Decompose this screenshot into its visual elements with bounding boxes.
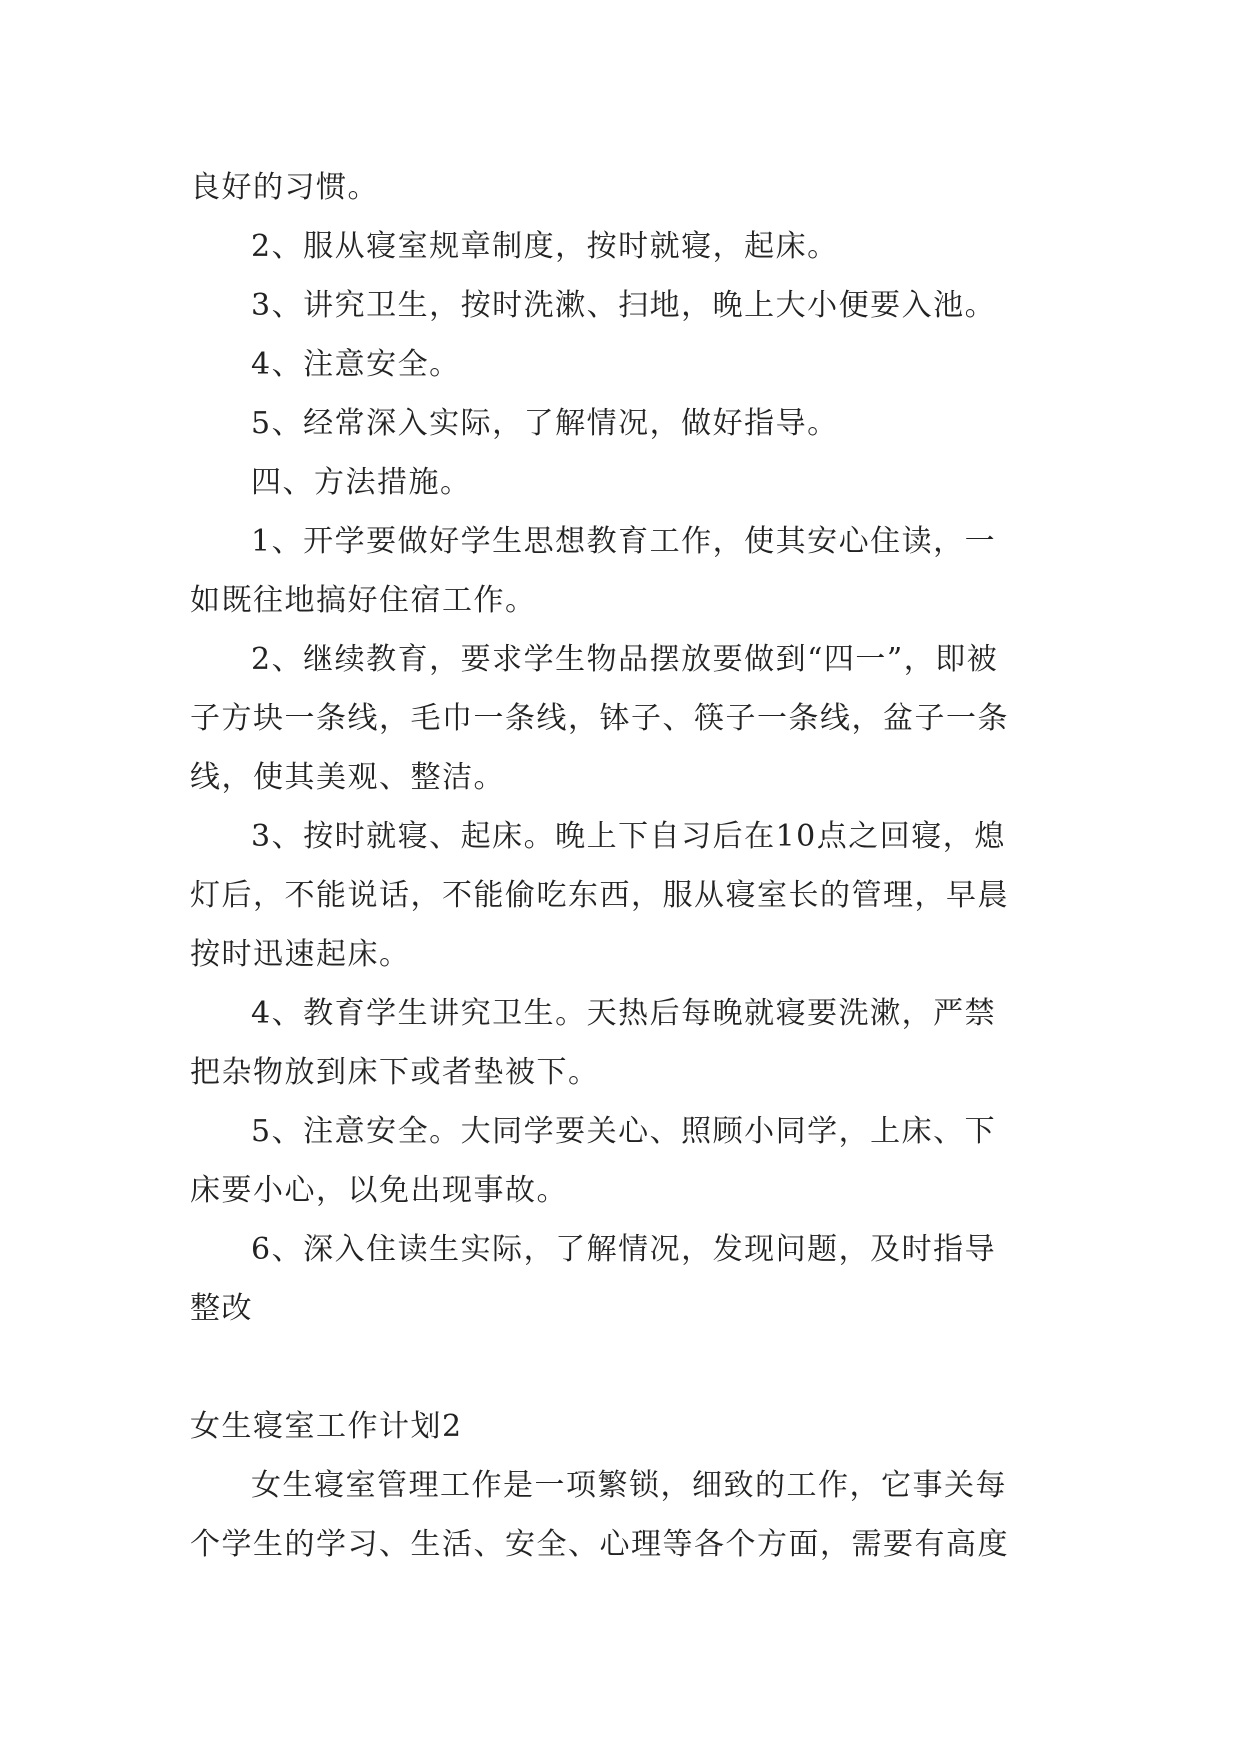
blank-line bbox=[190, 1338, 1058, 1397]
paragraph-line: 把杂物放到床下或者垫被下。 bbox=[190, 1055, 600, 1090]
paragraph-line: 1、开学要做好学生思想教育工作，使其安心住读，一 bbox=[251, 524, 997, 559]
paragraph-line: 如既往地搞好住宿工作。 bbox=[190, 583, 537, 618]
section-title: 女生寝室工作计划2 bbox=[190, 1409, 463, 1444]
list-item-3: 3、讲究卫生，按时洗漱、扫地，晚上大小便要入池。 bbox=[251, 288, 997, 323]
list-item-5: 5、经常深入实际，了解情况，做好指导。 bbox=[251, 406, 839, 441]
paragraph-line: 6、深入住读生实际，了解情况，发现问题，及时指导 bbox=[251, 1232, 997, 1267]
paragraph-line: 床要小心，以免出现事故。 bbox=[190, 1173, 568, 1208]
paragraph-line: 整改 bbox=[190, 1291, 253, 1326]
paragraph-line: 灯后，不能说话，不能偷吃东西，服从寝室长的管理，早晨 bbox=[190, 878, 1009, 913]
list-item-2: 2、服从寝室规章制度，按时就寝，起床。 bbox=[251, 229, 839, 264]
paragraph-line: 2、继续教育，要求学生物品摆放要做到“四一”，即被 bbox=[251, 642, 999, 677]
paragraph-line: 女生寝室管理工作是一项繁锁，细致的工作，它事关每 bbox=[251, 1468, 1007, 1503]
list-item-4: 4、注意安全。 bbox=[251, 347, 461, 382]
paragraph-line: 按时迅速起床。 bbox=[190, 937, 411, 972]
paragraph-line: 子方块一条线，毛巾一条线，钵子、筷子一条线，盆子一条 bbox=[190, 701, 1009, 736]
text-line: 良好的习惯。 bbox=[190, 170, 379, 205]
paragraph-line: 个学生的学习、生活、安全、心理等各个方面，需要有高度 bbox=[190, 1527, 1009, 1562]
paragraph-line: 线，使其美观、整洁。 bbox=[190, 760, 505, 795]
document-body bbox=[190, 158, 1058, 1574]
paragraph-line: 5、注意安全。大同学要关心、照顾小同学，上床、下 bbox=[251, 1114, 997, 1149]
section-heading-methods: 四、方法措施。 bbox=[251, 465, 472, 500]
paragraph-line: 3、按时就寝、起床。晚上下自习后在10点之回寝，熄 bbox=[251, 819, 1006, 854]
paragraph-line: 4、教育学生讲究卫生。天热后每晚就寝要洗漱，严禁 bbox=[251, 996, 997, 1031]
